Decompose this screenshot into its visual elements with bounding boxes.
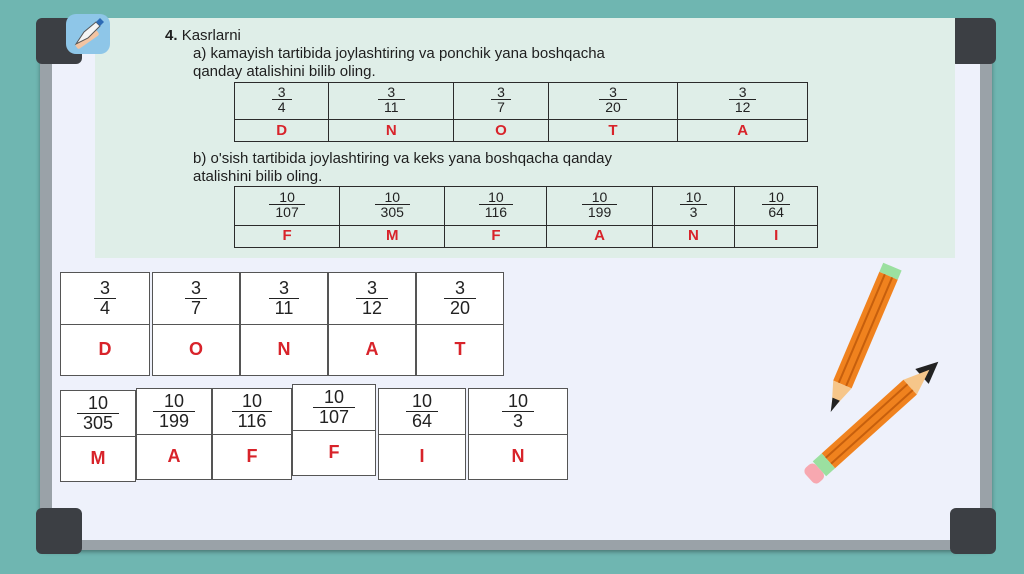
letter: A — [594, 227, 605, 245]
fraction — [479, 190, 513, 219]
letter-cell — [548, 120, 678, 142]
fraction-cell — [678, 83, 808, 120]
fraction-denominator: 11 — [269, 298, 300, 318]
fraction-cell — [652, 187, 735, 226]
fraction-denominator: 64 — [762, 204, 790, 219]
card-letter-area — [379, 434, 465, 479]
fraction — [729, 85, 757, 114]
fraction-cell — [547, 187, 652, 226]
fraction-denominator: 64 — [406, 411, 438, 431]
fraction — [599, 85, 627, 114]
card-letter-area — [213, 434, 291, 479]
fraction-numerator: 3 — [609, 84, 617, 101]
card-letter-area — [61, 436, 135, 481]
fraction — [502, 392, 534, 431]
card-letter: A — [167, 446, 181, 466]
letter: A — [737, 121, 749, 139]
card-letter-area — [329, 324, 415, 375]
card-fraction-area — [153, 273, 239, 325]
card-fraction-area — [61, 273, 149, 325]
fraction — [444, 279, 476, 318]
fraction-numerator: 10 — [241, 391, 262, 411]
pencil-icon — [780, 348, 955, 503]
part-a-line2: qanday atalishini bilib oling. — [193, 63, 376, 80]
fraction-denominator: 116 — [232, 411, 273, 431]
task-number: 4. — [165, 27, 178, 44]
fraction-numerator: 10 — [768, 188, 784, 205]
fraction-card[interactable] — [378, 388, 466, 480]
card-letter-area — [469, 434, 567, 479]
fraction-cell — [548, 83, 678, 120]
card-letter: N — [511, 446, 525, 466]
fraction-denominator: 4 — [272, 99, 292, 114]
card-letter-area — [153, 324, 239, 375]
fraction-cell — [445, 187, 547, 226]
fraction-cell — [235, 83, 329, 120]
card-letter: D — [98, 339, 112, 359]
table-a — [234, 82, 808, 142]
fraction-denominator: 107 — [269, 204, 304, 219]
fraction-numerator: 10 — [163, 391, 184, 411]
fraction-denominator: 7 — [185, 298, 207, 318]
letter-cell — [547, 225, 652, 247]
card-fraction-area — [293, 385, 375, 431]
fraction — [378, 85, 405, 114]
letter-cell — [235, 225, 340, 247]
fraction-numerator: 10 — [411, 391, 433, 411]
card-fraction-area — [241, 273, 327, 325]
fraction-card[interactable] — [60, 390, 136, 482]
letter-cell — [329, 120, 454, 142]
fraction-card[interactable] — [292, 384, 376, 476]
part-a-line1: a) kamayish tartibida joylashtiring va ponchik yana boshqacha — [193, 45, 605, 62]
fraction — [582, 190, 617, 219]
card-letter: N — [277, 339, 291, 359]
fraction — [313, 388, 355, 427]
letter-cell — [652, 225, 735, 247]
fraction-numerator: 10 — [507, 391, 529, 411]
part-b-line2: atalishini bilib oling. — [193, 168, 323, 185]
fraction-denominator: 3 — [502, 411, 534, 431]
fraction-numerator: 10 — [279, 188, 295, 205]
fraction-card[interactable] — [60, 272, 150, 376]
fraction — [406, 392, 438, 431]
card-letter: O — [188, 339, 203, 359]
card-fraction-area — [213, 389, 291, 435]
card-letter-area — [137, 434, 211, 479]
card-letter: F — [328, 442, 340, 462]
fraction-card[interactable] — [136, 388, 212, 480]
fraction-cell — [454, 83, 548, 120]
fraction — [491, 85, 511, 114]
fraction — [680, 190, 708, 219]
fraction-numerator: 10 — [488, 188, 504, 205]
fraction-cell — [329, 83, 454, 120]
letter-cell — [340, 225, 445, 247]
fraction-numerator: 3 — [387, 84, 396, 101]
letter-cell — [735, 225, 818, 247]
letter: D — [276, 121, 288, 139]
fraction — [94, 279, 116, 318]
part-b-line1: b) o'sish tartibida joylashtiring va keks yana boshqacha qanday — [193, 150, 612, 167]
fraction-denominator: 199 — [582, 204, 617, 219]
fraction — [232, 392, 273, 431]
card-letter-area — [417, 324, 503, 375]
fraction-denominator: 116 — [479, 204, 513, 219]
fraction-numerator: 3 — [497, 84, 505, 101]
fraction — [77, 394, 119, 433]
board-corner — [950, 18, 996, 64]
fraction-denominator: 107 — [313, 407, 355, 427]
letter-cell — [678, 120, 808, 142]
fraction-denominator: 4 — [94, 298, 116, 318]
fraction-card[interactable] — [328, 272, 416, 376]
board-corner — [950, 508, 996, 554]
fraction-numerator: 10 — [591, 188, 608, 205]
fraction-denominator: 7 — [491, 99, 511, 114]
fraction-card[interactable] — [240, 272, 328, 376]
fraction-denominator: 12 — [729, 99, 757, 114]
fraction-denominator: 20 — [599, 99, 627, 114]
task-header — [165, 27, 241, 45]
fraction-numerator: 10 — [384, 188, 401, 205]
card-letter-area — [241, 324, 327, 375]
fraction-card[interactable] — [212, 388, 292, 480]
fraction — [375, 190, 410, 219]
letter: T — [608, 121, 618, 139]
pencil-badge-icon — [66, 14, 110, 54]
fraction-denominator: 11 — [378, 99, 405, 114]
task-title: Kasrlarni — [181, 27, 241, 44]
card-fraction-area — [379, 389, 465, 435]
fraction-numerator: 3 — [99, 278, 110, 298]
card-fraction-area — [329, 273, 415, 325]
fraction-numerator: 3 — [190, 278, 201, 298]
card-letter: F — [246, 446, 258, 466]
card-letter: A — [365, 339, 379, 359]
letter: M — [385, 227, 399, 245]
fraction-numerator: 10 — [87, 393, 108, 413]
fraction-card[interactable] — [468, 388, 568, 480]
fraction-numerator: 3 — [278, 278, 289, 298]
card-fraction-area — [61, 391, 135, 437]
fraction-numerator: 10 — [685, 188, 702, 205]
fraction-numerator: 3 — [277, 84, 286, 101]
card-letter: T — [454, 339, 466, 359]
fraction — [356, 279, 388, 318]
card-letter-area — [61, 324, 149, 375]
letter: I — [774, 227, 779, 245]
letter: N — [385, 121, 397, 139]
card-fraction-area — [137, 389, 211, 435]
fraction — [762, 190, 790, 219]
fraction-card[interactable] — [152, 272, 240, 376]
card-fraction-area — [469, 389, 567, 435]
fraction-denominator: 20 — [444, 298, 476, 318]
letter-cell — [445, 225, 547, 247]
fraction-denominator: 305 — [77, 413, 119, 433]
fraction-cell — [235, 187, 340, 226]
fraction — [153, 392, 195, 431]
fraction — [272, 85, 292, 114]
letter: F — [282, 227, 292, 245]
fraction-cell — [340, 187, 445, 226]
card-letter: M — [90, 448, 106, 468]
fraction-cell — [735, 187, 818, 226]
letter-cell — [454, 120, 548, 142]
letter-cell — [235, 120, 329, 142]
card-letter: I — [419, 446, 425, 466]
letter: O — [495, 121, 507, 139]
fraction-numerator: 10 — [323, 387, 344, 407]
table-b — [234, 186, 818, 248]
letter: N — [688, 227, 699, 245]
fraction-denominator: 3 — [680, 204, 708, 219]
fraction-denominator: 199 — [153, 411, 195, 431]
fraction-card[interactable] — [416, 272, 504, 376]
board-corner — [36, 508, 82, 554]
letter: F — [491, 227, 501, 245]
fraction — [269, 190, 304, 219]
fraction — [185, 279, 207, 318]
card-letter-area — [293, 430, 375, 475]
fraction-denominator: 12 — [356, 298, 388, 318]
fraction — [269, 279, 300, 318]
fraction-denominator: 305 — [375, 204, 410, 219]
fraction-numerator: 3 — [454, 278, 465, 298]
fraction-numerator: 3 — [738, 84, 747, 101]
fraction-numerator: 3 — [366, 278, 377, 298]
card-fraction-area — [417, 273, 503, 325]
